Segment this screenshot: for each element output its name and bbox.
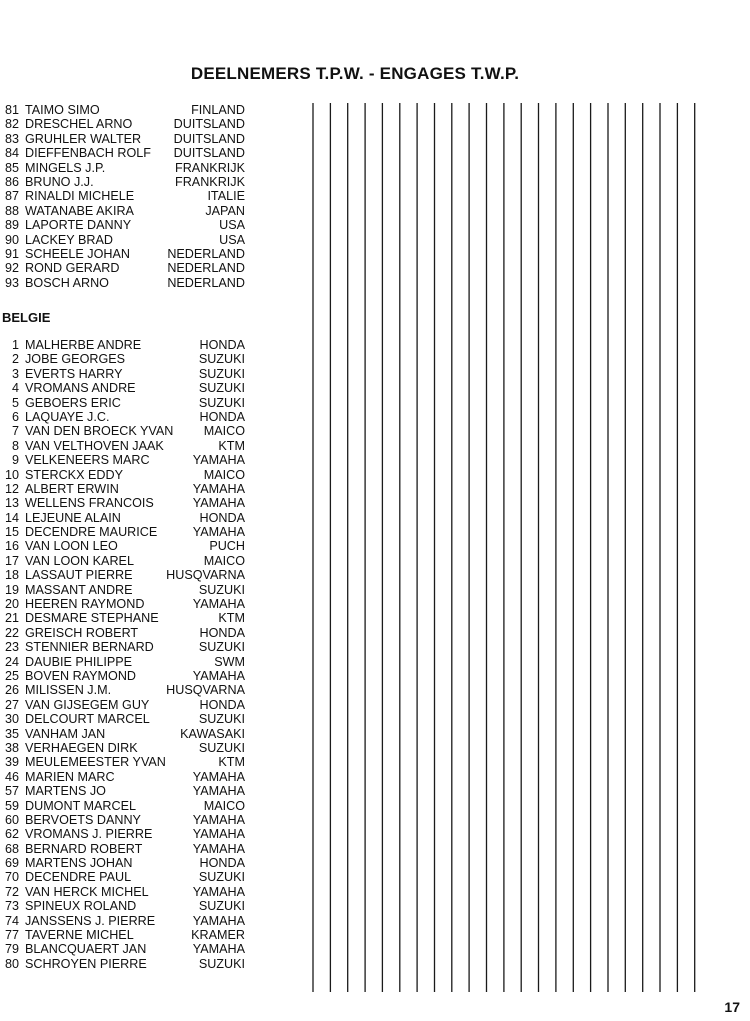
start-number: 6 bbox=[11, 409, 19, 424]
rider-name: SCHROYEN PIERRE bbox=[25, 956, 147, 971]
rider-name: ALBERT ERWIN bbox=[25, 481, 119, 496]
rider-brand: YAMAHA bbox=[192, 812, 245, 827]
rider-country: DUITSLAND bbox=[173, 131, 245, 146]
start-number: 88 bbox=[4, 203, 19, 218]
rider-name: VAN GIJSEGEM GUY bbox=[25, 697, 150, 712]
start-number: 4 bbox=[11, 381, 19, 396]
rider-name: LAPORTE DANNY bbox=[25, 218, 132, 233]
list-item bbox=[0, 175, 250, 189]
rider-brand: YAMAHA bbox=[192, 525, 245, 540]
rider-name: MALHERBE ANDRE bbox=[25, 338, 142, 352]
start-number: 79 bbox=[4, 942, 19, 957]
rider-name: LACKEY BRAD bbox=[25, 232, 113, 247]
rider-name: VROMANS ANDRE bbox=[25, 381, 136, 396]
rider-brand: HONDA bbox=[199, 338, 245, 352]
start-number: 93 bbox=[4, 275, 19, 290]
list-item bbox=[0, 856, 250, 870]
list-item bbox=[0, 367, 250, 381]
start-number: 27 bbox=[4, 697, 19, 712]
start-number: 24 bbox=[4, 654, 19, 669]
start-number: 25 bbox=[4, 668, 19, 683]
rider-name: GRUHLER WALTER bbox=[25, 131, 142, 146]
rider-name: TAIMO SIMO bbox=[25, 103, 100, 117]
rider-name: VROMANS J. PIERRE bbox=[25, 827, 153, 842]
list-item bbox=[0, 640, 250, 654]
start-number: 5 bbox=[11, 395, 19, 410]
list-item bbox=[0, 396, 250, 410]
rider-country: JAPAN bbox=[205, 203, 245, 218]
rider-name: VAN HERCK MICHEL bbox=[25, 884, 149, 899]
start-number: 74 bbox=[4, 913, 19, 928]
rider-name: DRESCHEL ARNO bbox=[25, 117, 133, 132]
rider-name: BLANCQUAERT JAN bbox=[25, 942, 147, 957]
rider-name: BERVOETS DANNY bbox=[25, 812, 141, 827]
rider-brand: YAMAHA bbox=[192, 942, 245, 957]
start-number: 62 bbox=[4, 827, 19, 842]
start-number: 19 bbox=[4, 582, 19, 597]
rider-brand: KRAMER bbox=[191, 928, 245, 943]
list-item bbox=[0, 568, 250, 582]
rider-name: DECENDRE PAUL bbox=[25, 870, 132, 885]
list-item bbox=[0, 247, 250, 261]
start-number: 22 bbox=[4, 625, 19, 640]
rider-brand: SUZUKI bbox=[198, 366, 245, 381]
list-item bbox=[0, 161, 250, 175]
belgium-heading: BELGIE bbox=[2, 310, 51, 325]
rider-brand: YAMAHA bbox=[192, 913, 245, 928]
start-number: 57 bbox=[4, 784, 19, 799]
rider-name: DUMONT MARCEL bbox=[25, 798, 137, 813]
start-number: 14 bbox=[4, 510, 19, 525]
list-item bbox=[0, 683, 250, 697]
rider-name: GEBOERS ERIC bbox=[25, 395, 121, 410]
rider-brand: SUZUKI bbox=[198, 381, 245, 396]
rider-country: FRANKRIJK bbox=[175, 174, 245, 189]
rider-name: VAN LOON KAREL bbox=[25, 553, 134, 568]
start-number: 3 bbox=[11, 366, 19, 381]
start-number: 91 bbox=[4, 246, 19, 261]
rider-country: NEDERLAND bbox=[167, 261, 245, 276]
rider-name: JANSSENS J. PIERRE bbox=[25, 913, 156, 928]
rider-name: BOSCH ARNO bbox=[25, 275, 109, 290]
rider-country: NEDERLAND bbox=[167, 275, 245, 290]
list-item bbox=[0, 755, 250, 769]
list-item bbox=[0, 482, 250, 496]
start-number: 15 bbox=[4, 525, 19, 540]
rider-name: MARTENS JO bbox=[25, 784, 106, 799]
rider-name: LEJEUNE ALAIN bbox=[25, 510, 121, 525]
start-number: 77 bbox=[4, 928, 19, 943]
start-number: 35 bbox=[4, 726, 19, 741]
list-item bbox=[0, 554, 250, 568]
list-item bbox=[0, 698, 250, 712]
rider-country: NEDERLAND bbox=[167, 246, 245, 261]
rider-country: FINLAND bbox=[191, 103, 245, 117]
rider-name: STERCKX EDDY bbox=[25, 467, 123, 482]
rider-brand: SUZUKI bbox=[198, 740, 245, 755]
list-item bbox=[0, 424, 250, 438]
rider-name: SCHEELE JOHAN bbox=[25, 246, 130, 261]
start-number: 16 bbox=[4, 539, 19, 554]
rider-name: STENNIER BERNARD bbox=[25, 640, 154, 655]
start-number: 17 bbox=[4, 553, 19, 568]
list-item bbox=[0, 103, 250, 117]
start-number: 73 bbox=[4, 899, 19, 914]
rider-brand: MAICO bbox=[203, 798, 245, 813]
list-item bbox=[0, 669, 250, 683]
start-number: 39 bbox=[4, 755, 19, 770]
start-number: 10 bbox=[4, 467, 19, 482]
rider-name: SPINEUX ROLAND bbox=[25, 899, 137, 914]
rider-brand: MAICO bbox=[203, 467, 245, 482]
list-item bbox=[0, 957, 250, 971]
rider-brand: KTM bbox=[218, 755, 245, 770]
start-number: 1 bbox=[11, 338, 19, 352]
rider-name: MARIEN MARC bbox=[25, 769, 115, 784]
start-number: 92 bbox=[4, 261, 19, 276]
start-number: 69 bbox=[4, 856, 19, 871]
start-number: 23 bbox=[4, 640, 19, 655]
start-number: 90 bbox=[4, 232, 19, 247]
list-item bbox=[0, 626, 250, 640]
start-number: 85 bbox=[4, 160, 19, 175]
rider-brand: HONDA bbox=[199, 510, 245, 525]
rider-name: ROND GERARD bbox=[25, 261, 120, 276]
rider-name: RINALDI MICHELE bbox=[25, 189, 135, 204]
rider-name: VAN LOON LEO bbox=[25, 539, 118, 554]
rider-brand: HONDA bbox=[199, 409, 245, 424]
rider-name: VAN VELTHOVEN JAAK bbox=[25, 438, 164, 453]
list-item bbox=[0, 261, 250, 275]
rider-name: MARTENS JOHAN bbox=[25, 856, 133, 871]
list-item bbox=[0, 914, 250, 928]
rider-country: USA bbox=[219, 218, 245, 233]
rider-brand: KTM bbox=[218, 438, 245, 453]
rider-name: MILISSEN J.M. bbox=[25, 683, 112, 698]
list-item bbox=[0, 525, 250, 539]
list-item bbox=[0, 741, 250, 755]
rider-country: ITALIE bbox=[207, 189, 245, 204]
rider-country: FRANKRIJK bbox=[175, 160, 245, 175]
list-item bbox=[0, 942, 250, 956]
list-item bbox=[0, 712, 250, 726]
list-item bbox=[0, 784, 250, 798]
page-title: DEELNEMERS T.P.W. - ENGAGES T.W.P. bbox=[190, 64, 520, 83]
rider-name: HEEREN RAYMOND bbox=[25, 597, 145, 612]
start-number: 9 bbox=[11, 453, 19, 468]
start-number: 72 bbox=[4, 884, 19, 899]
list-item bbox=[0, 352, 250, 366]
list-item bbox=[0, 132, 250, 146]
start-number: 21 bbox=[4, 611, 19, 626]
rider-brand: YAMAHA bbox=[192, 481, 245, 496]
rider-name: LASSAUT PIERRE bbox=[25, 568, 133, 583]
list-item bbox=[0, 410, 250, 424]
start-number: 81 bbox=[4, 103, 19, 117]
list-item bbox=[0, 276, 250, 290]
start-number: 38 bbox=[4, 740, 19, 755]
rider-brand: SUZUKI bbox=[198, 395, 245, 410]
rider-brand: YAMAHA bbox=[192, 884, 245, 899]
list-item bbox=[0, 770, 250, 784]
rider-brand: HONDA bbox=[199, 697, 245, 712]
start-number: 7 bbox=[11, 424, 19, 439]
start-number: 59 bbox=[4, 798, 19, 813]
list-item bbox=[0, 189, 250, 203]
list-item bbox=[0, 453, 250, 467]
rider-name: JOBE GEORGES bbox=[25, 352, 126, 367]
foreign-riders-list bbox=[0, 103, 250, 290]
list-item bbox=[0, 468, 250, 482]
start-number: 18 bbox=[4, 568, 19, 583]
rider-name: DECENDRE MAURICE bbox=[25, 525, 158, 540]
list-item bbox=[0, 381, 250, 395]
list-item bbox=[0, 204, 250, 218]
rider-brand: HUSQVARNA bbox=[166, 568, 245, 583]
list-item bbox=[0, 597, 250, 611]
rider-name: LAQUAYE J.C. bbox=[25, 409, 110, 424]
rider-name: TAVERNE MICHEL bbox=[25, 928, 134, 943]
list-item bbox=[0, 870, 250, 884]
rider-brand: HONDA bbox=[199, 856, 245, 871]
belgium-riders-list bbox=[0, 338, 250, 971]
list-item bbox=[0, 496, 250, 510]
start-number: 13 bbox=[4, 496, 19, 511]
list-item bbox=[0, 799, 250, 813]
start-number: 84 bbox=[4, 146, 19, 161]
rider-brand: SUZUKI bbox=[198, 582, 245, 597]
start-number: 20 bbox=[4, 597, 19, 612]
rider-name: VANHAM JAN bbox=[25, 726, 106, 741]
rider-brand: SUZUKI bbox=[198, 640, 245, 655]
rider-brand: SUZUKI bbox=[198, 712, 245, 727]
list-item bbox=[0, 439, 250, 453]
rider-name: EVERTS HARRY bbox=[25, 366, 123, 381]
start-number: 68 bbox=[4, 841, 19, 856]
list-item bbox=[0, 842, 250, 856]
start-number: 2 bbox=[11, 352, 19, 367]
rider-name: BRUNO J.J. bbox=[25, 174, 94, 189]
rider-name: WATANABE AKIRA bbox=[25, 203, 134, 218]
rider-brand: YAMAHA bbox=[192, 453, 245, 468]
rider-name: DIEFFENBACH ROLF bbox=[25, 146, 151, 161]
rider-brand: YAMAHA bbox=[192, 496, 245, 511]
list-item bbox=[0, 899, 250, 913]
rider-name: MASSANT ANDRE bbox=[25, 582, 133, 597]
rider-brand: SUZUKI bbox=[198, 870, 245, 885]
rider-country: DUITSLAND bbox=[173, 146, 245, 161]
rider-name: VAN DEN BROECK YVAN bbox=[25, 424, 174, 439]
rider-brand: YAMAHA bbox=[192, 784, 245, 799]
rider-brand: HUSQVARNA bbox=[166, 683, 245, 698]
list-item bbox=[0, 146, 250, 160]
rider-brand: MAICO bbox=[203, 424, 245, 439]
start-number: 46 bbox=[4, 769, 19, 784]
rider-name: BERNARD ROBERT bbox=[25, 841, 143, 856]
rider-name: VELKENEERS MARC bbox=[25, 453, 150, 468]
rider-name: MINGELS J.P. bbox=[25, 160, 106, 175]
list-item bbox=[0, 928, 250, 942]
list-item bbox=[0, 885, 250, 899]
list-item bbox=[0, 827, 250, 841]
rider-name: WELLENS FRANCOIS bbox=[25, 496, 154, 511]
list-item bbox=[0, 539, 250, 553]
start-number: 87 bbox=[4, 189, 19, 204]
rider-brand: KAWASAKI bbox=[180, 726, 245, 741]
rider-brand: YAMAHA bbox=[192, 841, 245, 856]
start-number: 26 bbox=[4, 683, 19, 698]
rider-brand: YAMAHA bbox=[192, 597, 245, 612]
list-item bbox=[0, 813, 250, 827]
rider-brand: SUZUKI bbox=[198, 956, 245, 971]
rider-brand: HONDA bbox=[199, 625, 245, 640]
start-number: 8 bbox=[11, 438, 19, 453]
list-item bbox=[0, 583, 250, 597]
rider-country: USA bbox=[219, 232, 245, 247]
rider-name: BOVEN RAYMOND bbox=[25, 668, 137, 683]
rider-brand: SUZUKI bbox=[198, 352, 245, 367]
page-number: 17 bbox=[724, 999, 740, 1015]
start-number: 83 bbox=[4, 131, 19, 146]
list-item bbox=[0, 655, 250, 669]
start-number: 70 bbox=[4, 870, 19, 885]
rider-brand: SWM bbox=[214, 654, 245, 669]
rider-brand: KTM bbox=[218, 611, 245, 626]
list-item bbox=[0, 338, 250, 352]
rider-brand: YAMAHA bbox=[192, 668, 245, 683]
start-number: 82 bbox=[4, 117, 19, 132]
start-number: 86 bbox=[4, 174, 19, 189]
rider-country: DUITSLAND bbox=[173, 117, 245, 132]
start-number: 60 bbox=[4, 812, 19, 827]
start-number: 12 bbox=[4, 481, 19, 496]
start-number: 89 bbox=[4, 218, 19, 233]
rider-brand: MAICO bbox=[203, 553, 245, 568]
rider-name: VERHAEGEN DIRK bbox=[25, 740, 138, 755]
rider-name: MEULEMEESTER YVAN bbox=[25, 755, 166, 770]
start-number: 80 bbox=[4, 956, 19, 971]
list-item bbox=[0, 117, 250, 131]
rider-name: DESMARE STEPHANE bbox=[25, 611, 159, 626]
rider-name: DAUBIE PHILIPPE bbox=[25, 654, 133, 669]
list-item bbox=[0, 727, 250, 741]
rider-name: DELCOURT MARCEL bbox=[25, 712, 150, 727]
list-item bbox=[0, 233, 250, 247]
list-item bbox=[0, 511, 250, 525]
list-item bbox=[0, 218, 250, 232]
rider-brand: PUCH bbox=[209, 539, 245, 554]
rider-brand: YAMAHA bbox=[192, 769, 245, 784]
start-number: 30 bbox=[4, 712, 19, 727]
rider-name: GREISCH ROBERT bbox=[25, 625, 139, 640]
rider-brand: YAMAHA bbox=[192, 827, 245, 842]
list-item bbox=[0, 611, 250, 625]
rider-brand: SUZUKI bbox=[198, 899, 245, 914]
